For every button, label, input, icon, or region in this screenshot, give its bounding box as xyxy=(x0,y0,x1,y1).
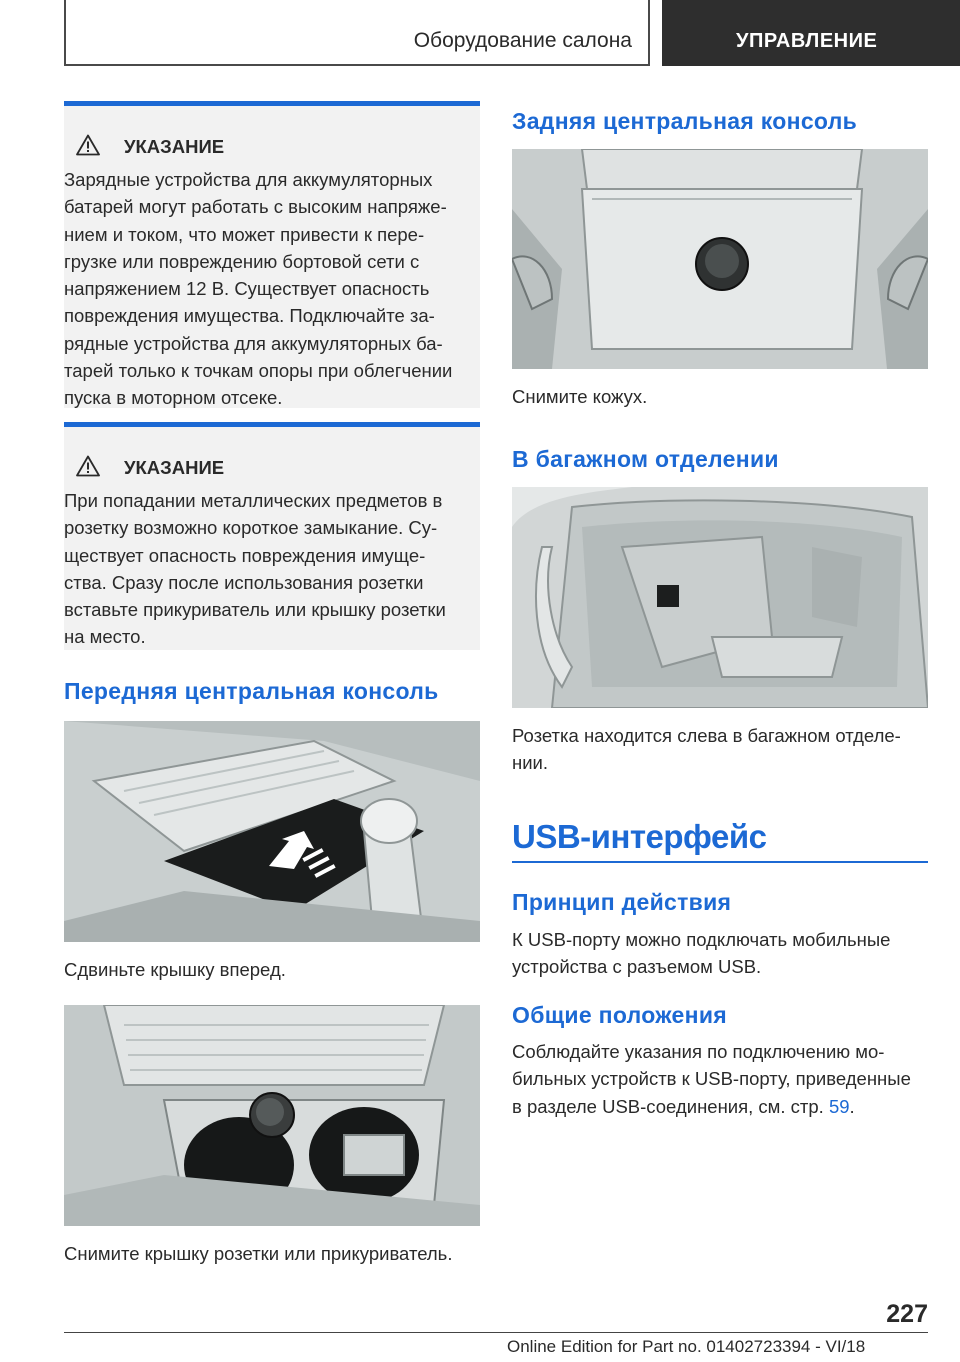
caption-remove-cover: Снимите кожух. xyxy=(512,386,648,407)
principle-line: К USB-порту можно подключать мобильные xyxy=(512,929,891,950)
warning-triangle-icon xyxy=(76,134,100,156)
front-console-slide-cover-illustration xyxy=(64,721,480,942)
warning-line: рядные устройства для аккумуляторных ба- xyxy=(64,332,443,354)
warning-line: пуска в моторном отсеке. xyxy=(64,387,283,409)
warning-title: УКАЗАНИЕ xyxy=(124,136,225,157)
warning-text xyxy=(64,166,480,412)
heading-general: Общие положения xyxy=(512,1002,727,1028)
principle-line: устройства с разъемом USB. xyxy=(512,956,762,978)
warning-line: При попадании металлических предметов в xyxy=(64,490,443,511)
warning-line: Зарядные устройства для аккумуляторных xyxy=(64,169,433,190)
warning-line: повреждения имущества. Подключайте за- xyxy=(64,305,435,327)
heading-principle: Принцип действия xyxy=(512,889,732,915)
general-last-text: в разделе USB-соединения, см. стр. xyxy=(512,1095,829,1117)
usb-heading-rule xyxy=(512,861,928,863)
caption-remove-socket-cover: Снимите крышку розетки или прикуриватель. xyxy=(64,1243,453,1264)
warning-line: розетку возможно короткое замыкание. Су- xyxy=(64,517,438,539)
warning-line: батарей могут работать с высоким напряже- xyxy=(64,196,447,218)
warning-line: ществует опасность повреждения имуще- xyxy=(64,544,426,566)
warning-line: напряжением 12 В. Существует опасность xyxy=(64,278,430,300)
warning-text xyxy=(64,487,480,651)
general-line-last xyxy=(512,1093,911,1120)
header-section-box xyxy=(64,0,650,66)
caption-line: Розетка находится слева в багажном отделе- xyxy=(512,725,901,746)
warning-line: на место. xyxy=(64,626,146,648)
page-ref-link[interactable]: 59 xyxy=(828,1095,850,1117)
footer-edition: Online Edition for Part no. 01402723394 - VI/18 xyxy=(507,1337,866,1356)
warning-line: ства. Сразу после использования розетки xyxy=(64,571,424,593)
header-chapter-title: УПРАВЛЕНИЕ xyxy=(736,30,878,52)
warning-triangle-icon xyxy=(76,455,100,477)
heading-trunk: В багажном отделении xyxy=(512,446,779,472)
caption-line: нии. xyxy=(512,752,549,774)
page-number: 227 xyxy=(886,1300,928,1328)
principle-text xyxy=(512,926,890,981)
general-line: бильных устройств к USB-порту, приведенные xyxy=(512,1068,911,1090)
caption-trunk-socket xyxy=(512,722,901,777)
caption-slide-cover: Сдвиньте крышку вперед. xyxy=(64,959,286,980)
heading-usb-interface: USB-интерфейс xyxy=(512,818,767,855)
front-console-socket-illustration xyxy=(64,1005,480,1226)
rear-console-illustration xyxy=(512,149,928,369)
warning-box-charger xyxy=(64,101,480,408)
warning-box-short-circuit xyxy=(64,422,480,650)
footer-rule xyxy=(64,1332,928,1333)
warning-line: нием и током, что может привести к пере- xyxy=(64,223,425,245)
general-line: Соблюдайте указания по подключению мо- xyxy=(512,1041,885,1062)
warning-line: грузке или повреждению бортовой сети с xyxy=(64,250,420,272)
heading-rear-console: Задняя центральная консоль xyxy=(512,108,858,134)
heading-front-console: Передняя центральная консоль xyxy=(64,678,439,704)
trunk-socket-illustration xyxy=(512,487,928,708)
period: . xyxy=(849,1095,855,1117)
warning-title: УКАЗАНИЕ xyxy=(124,457,225,478)
header-section-title: Оборудование салона xyxy=(413,29,632,52)
general-text xyxy=(512,1038,911,1120)
header-chapter-box xyxy=(662,0,960,66)
warning-line: вставьте прикуриватель или крышку розетки xyxy=(64,599,446,621)
warning-line: тарей только к точкам опоры при облегчении xyxy=(64,360,453,382)
